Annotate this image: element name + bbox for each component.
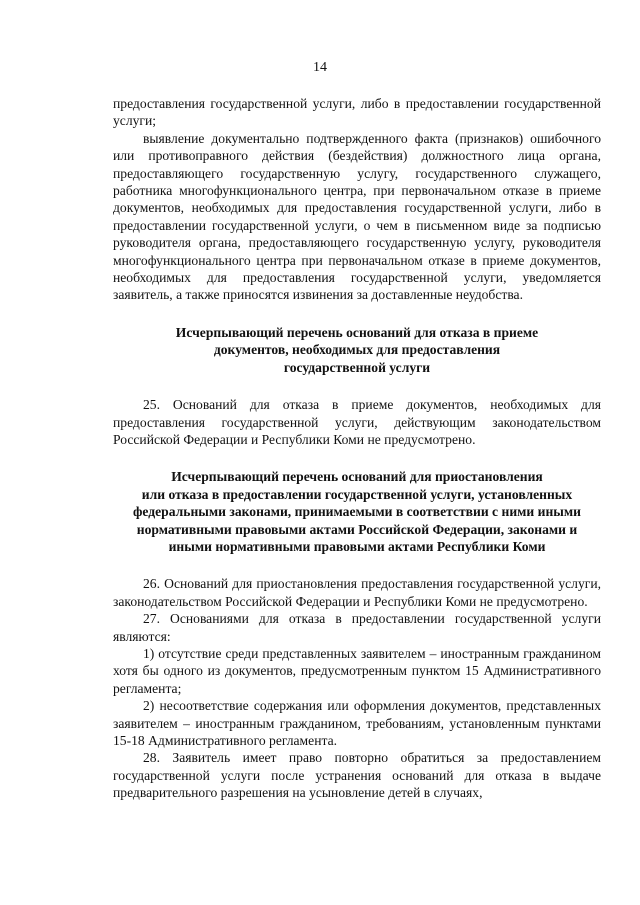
heading-line: Исчерпывающий перечень оснований для приостановления: [171, 469, 543, 485]
heading-line: иными нормативными правовыми актами Республики Коми: [168, 538, 546, 554]
heading-line: или отказа в предоставлении государственной услуги, установленных: [141, 486, 573, 502]
heading-line: документов, необходимых для предоставления: [213, 342, 501, 358]
heading-line: государственной услуги: [283, 359, 431, 375]
paragraph-error-detection: выявление документально подтвержденного факта (признаков) ошибочного или противоправного действия (бездействия) должностного лица органа, предоставляющего государственную услугу, государственного служащего, работника многофункционального центра, при первоначальном отказе в приеме документов, необходимых для предоставления государственной услуги, либо в предоставлении государственной услуги, о чем в письменном виде за подписью руководителя органа, предоставляющего государственную услугу, руководителя многофункционального центра при первоначальном отказе в приеме документов, необходимых для предоставления государственной услуги, уведомляется заявитель, а также приносятся извинения за доставленные неудобства.: [113, 130, 601, 303]
paragraph-26: 26. Оснований для приостановления предоставления государственной услуги, законодательством Российской Федерации и Республики Коми не предусмотрено.: [113, 576, 601, 609]
paragraph-27-item-2: 2) несоответствие содержания или оформления документов, представленных заявителем – иностранным гражданином, требованиям, установленным пунктами 15-18 Административного регламента.: [113, 698, 601, 748]
heading-line: Исчерпывающий перечень оснований для отказа в приеме: [175, 324, 539, 340]
paragraph-continuation: предоставления государственной услуги, либо в предоставлении государственной услуги;: [113, 96, 601, 129]
page-number: 14: [313, 60, 327, 75]
paragraph-25: 25. Оснований для отказа в приеме документов, необходимых для предоставления государственной услуги, действующим законодательством Российской Федерации и Республики Коми не предусмотрено.: [113, 397, 601, 447]
section-heading-suspension-refusal: [113, 468, 601, 555]
paragraph-27-item-1: 1) отсутствие среди представленных заявителем – иностранным гражданином хотя бы одного из документов, предусмотренным пунктом 15 Административного регламента;: [113, 645, 601, 696]
document-body: [113, 95, 601, 802]
section-heading-refusal-documents: [113, 324, 601, 376]
heading-line: нормативными правовыми актами Российской Федерации, законами и: [136, 521, 578, 537]
paragraph-28: 28. Заявитель имеет право повторно обратиться за предоставлением государственной услуги после устранения оснований для отказа в выдаче предварительного разрешения на усыновление детей в случаях,: [113, 750, 601, 801]
heading-line: федеральными законами, принимаемыми в соответствии с ними иными: [132, 504, 582, 520]
paragraph-27: 27. Основаниями для отказа в предоставлении государственной услуги являются:: [113, 611, 601, 644]
